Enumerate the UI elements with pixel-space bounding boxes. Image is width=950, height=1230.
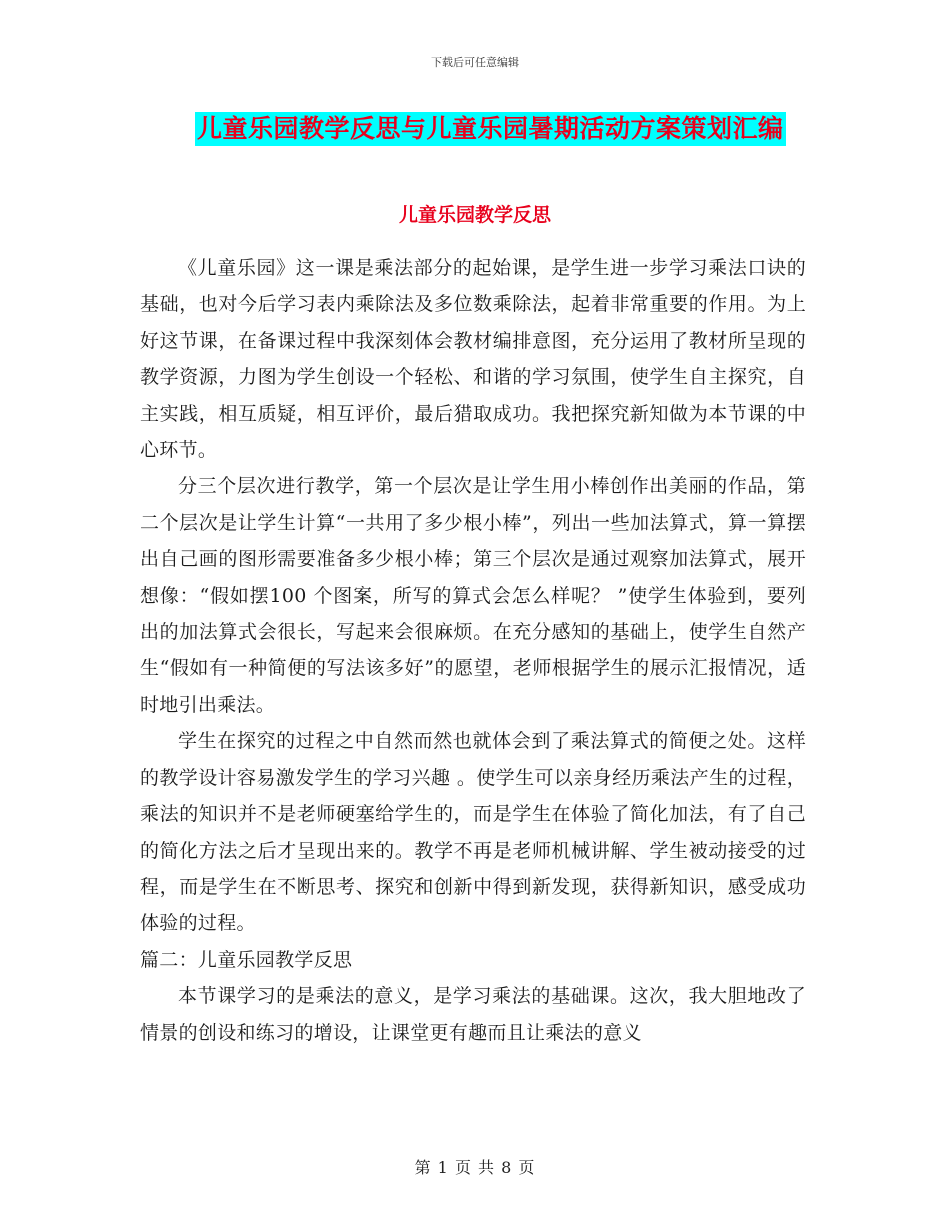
body-text	[140, 250, 806, 1051]
paragraph: 分三个层次进行教学，第一个层次是让学生用小棒创作出美丽的作品，第二个层次是让学生计算“一共用了多少根小棒”，列出一些加法算式，算一算摆出自己画的图形需要准备多少根小棒；第三个层次是通过观察加法算式，展开想像：“假如摆100 个图案，所写的算式会怎么样呢？ ”使学生体验到，要列出的加法算式会很长，写起来会很麻烦。在充分感知的基础上，使学生自然产生“假如有一种简便的写法该多好”的愿望，老师根据学生的展示汇报情况，适时地引出乘法。	[140, 475, 806, 716]
paragraph: 学生在探究的过程之中自然而然也就体会到了乘法算式的简便之处。这样的教学设计容易激发学生的学习兴趣 。使学生可以亲身经历乘法产生的过程，乘法的知识并不是老师硬塞给学生的，而是学生在体验了简化加法，有了自己的简化方法之后才呈现出来的。教学不再是老师机械讲解、学生被动接受的过程，而是学生在不断思考、探究和创新中得到新发现，获得新知识，感受成功体验的过程。	[140, 730, 806, 935]
section-title: 儿童乐园教学反思	[398, 204, 551, 226]
paragraph: 本节课学习的是乘法的意义，是学习乘法的基础课。这次，我大胆地改了情景的创设和练习的增设，让课堂更有趣而且让乘法的意义	[140, 985, 806, 1044]
page-number: 第 1 页 共 8 页	[414, 1158, 536, 1177]
header-note: 下载后可任意编辑	[431, 56, 519, 69]
subsection-heading: 篇二：儿童乐园教学反思	[140, 948, 353, 971]
document-title: 儿童乐园教学反思与儿童乐园暑期活动方案策划汇编	[195, 112, 786, 146]
paragraph: 《儿童乐园》这一课是乘法部分的起始课，是学生进一步学习乘法口诀的基础，也对今后学习表内乘除法及多位数乘除法，起着非常重要的作用。为上好这节课，在备课过程中我深刻体会教材编排意图，充分运用了教材所呈现的教学资源，力图为学生创设一个轻松、和谐的学习氛围，使学生自主探究，自主实践，相互质疑，相互评价，最后猎取成功。我把探究新知做为本节课的中心环节。	[140, 257, 806, 462]
